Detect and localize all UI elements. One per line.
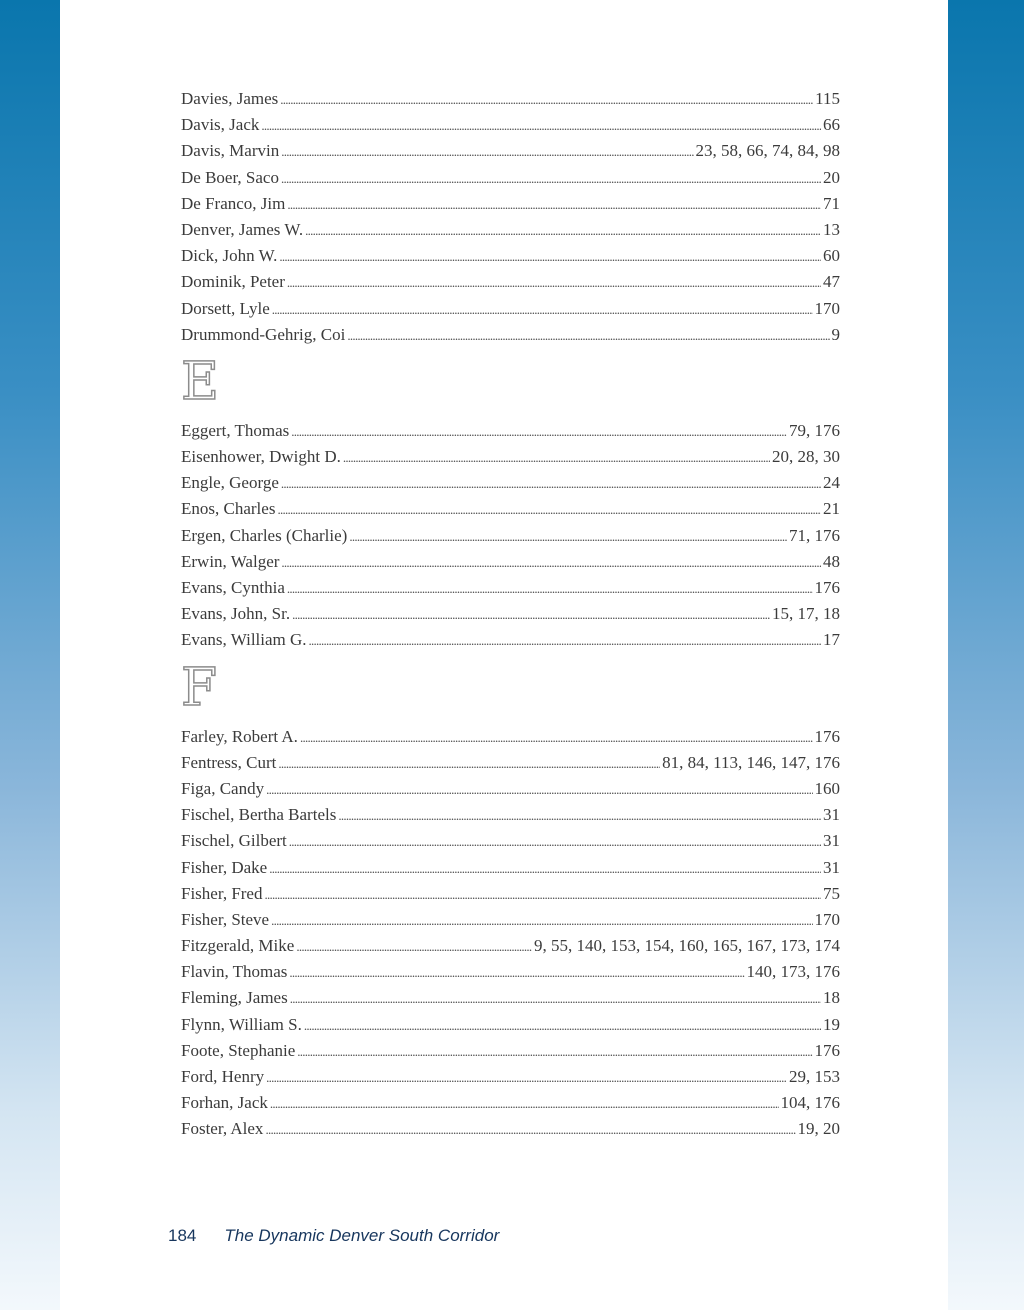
index-entry [181,523,840,549]
entry-pages: 48 [823,551,840,571]
dot-leader [281,166,821,192]
dot-leader [289,960,744,986]
index-entry [181,802,840,828]
dot-leader [347,323,829,349]
entry-name: Fisher, Steve [181,909,270,929]
entry-name: Fitzgerald, Mike [181,936,295,956]
index-entry [181,959,840,985]
entry-pages: 75 [823,883,840,903]
entry-name: Ergen, Charles (Charlie) [181,525,348,545]
entry-name: Fentress, Curt [181,752,277,772]
entry-pages: 20, 28, 30 [772,447,840,467]
dot-leader [281,139,693,165]
dot-leader [309,628,821,654]
entry-name: Farley, Robert A. [181,726,298,746]
entry-pages: 18 [823,988,840,1008]
section-letter-text: F [181,657,218,718]
entry-pages: 19, 20 [797,1119,840,1139]
index-entry [181,112,840,138]
section-letter-text: E [181,351,219,412]
page-footer [168,1226,499,1246]
name-index [181,86,840,1143]
entry-name: Evans, John, Sr. [181,604,291,624]
entry-pages: 47 [823,272,840,292]
entry-name: Flynn, William S. [181,1014,302,1034]
entry-pages: 20 [823,167,840,187]
dot-leader [290,986,821,1012]
dot-leader [278,751,660,777]
dot-leader [271,908,812,934]
dot-leader [338,803,821,829]
entry-name: Evans, Cynthia [181,578,285,597]
entry-pages: 24 [823,473,840,493]
entry-pages: 71, 176 [789,525,840,545]
entry-pages: 13 [823,219,840,239]
dot-leader [280,87,813,113]
entry-name: Fischel, Bertha Bartels [181,805,337,825]
index-entry [181,1064,840,1090]
dot-leader [264,882,821,908]
dot-leader [292,602,770,628]
index-entry [181,296,840,322]
entry-pages: 9, 55, 140, 153, 154, 160, 165, 167, 173, 174 [534,936,840,956]
index-entry [181,269,840,295]
index-entry [181,496,840,522]
index-entry [181,1116,840,1142]
entry-pages: 60 [823,246,840,266]
entry-pages: 71 [823,193,840,213]
entry-pages: 31 [823,805,840,825]
entry-pages: 31 [823,857,840,877]
entry-pages: 29, 153 [789,1067,840,1086]
index-entry [181,191,840,217]
index-entry [181,828,840,854]
entry-name: Erwin, Walger [181,551,280,571]
entry-pages: 170 [814,298,840,318]
dot-leader [279,244,821,270]
dot-leader [270,1091,779,1117]
index-entry [181,776,840,802]
entry-pages: 176 [814,726,840,746]
dot-leader [305,218,821,244]
entry-pages: 31 [823,831,840,851]
dot-leader [266,1065,787,1091]
index-entry [181,322,840,348]
index-entry [181,418,840,444]
index-entry [181,724,840,750]
entry-name: Flavin, Thomas [181,962,288,982]
entry-pages: 79, 176 [789,420,840,440]
entry-name: Fleming, James [181,988,288,1008]
entry-name: Davis, Jack [181,115,260,135]
dot-leader [287,192,821,218]
entry-name: Enos, Charles [181,499,276,519]
dot-leader [349,524,787,550]
entry-pages: 17 [823,630,840,650]
dot-leader [289,829,821,855]
dot-leader [304,1013,821,1039]
entry-name: Engle, George [181,473,279,493]
entry-name: De Boer, Saco [181,167,279,187]
index-entry [181,627,840,653]
entry-name: Forhan, Jack [181,1093,268,1113]
index-entry [181,933,840,959]
dot-leader [265,1117,795,1143]
dot-leader [269,856,821,882]
dot-leader [261,113,821,139]
entry-name: Denver, James W. [181,219,304,239]
index-entry [181,601,840,627]
index-entry [181,985,840,1011]
entry-pages: 81, 84, 113, 146, 147, 176 [662,752,840,772]
entry-name: De Franco, Jim [181,193,286,213]
index-entry [181,1090,840,1116]
dot-leader [281,550,821,576]
section-letter [181,654,840,724]
dot-leader [300,725,813,751]
entry-pages: 19 [823,1014,840,1034]
index-entry [181,138,840,164]
dot-leader [343,445,770,471]
entry-pages: 115 [815,89,840,108]
dot-leader [287,270,821,296]
index-entry [181,750,840,776]
index-entry [181,855,840,881]
entry-pages: 66 [823,115,840,135]
index-entry [181,470,840,496]
entry-name: Foote, Stephanie [181,1040,296,1060]
book-title: The Dynamic Denver South Corridor [224,1226,500,1245]
index-entry [181,881,840,907]
entry-pages: 140, 173, 176 [746,962,840,982]
entry-name: Evans, William G. [181,630,307,650]
entry-name: Davis, Marvin [181,141,280,161]
index-entry [181,907,840,933]
entry-pages: 104, 176 [780,1093,840,1113]
dot-leader [291,419,787,445]
entry-pages: 176 [814,578,840,597]
entry-name: Fischel, Gilbert [181,831,287,851]
index-entry [181,549,840,575]
dot-leader [266,777,812,803]
entry-pages: 176 [814,1040,840,1060]
index-entry [181,1012,840,1038]
entry-name: Dick, John W. [181,246,278,266]
entry-name: Dominik, Peter [181,272,285,292]
dot-leader [296,934,532,960]
dot-leader [272,297,813,323]
entry-pages: 15, 17, 18 [772,604,840,624]
entry-pages: 170 [814,909,840,929]
entry-name: Fisher, Dake [181,857,268,877]
entry-name: Davies, James [181,89,279,108]
entry-name: Eggert, Thomas [181,420,290,440]
dot-leader [287,576,813,602]
page-number: 184 [168,1226,197,1245]
index-entry [181,444,840,470]
index-entry [181,243,840,269]
index-entry [181,165,840,191]
entry-name: Eisenhower, Dwight D. [181,447,341,467]
entry-name: Foster, Alex [181,1119,264,1139]
entry-pages: 23, 58, 66, 74, 84, 98 [695,141,840,161]
index-entry [181,575,840,601]
dot-leader [277,497,821,523]
section-letter [181,348,840,418]
index-entry [181,217,840,243]
entry-pages: 9 [831,324,840,344]
page [60,0,948,1310]
entry-pages: 21 [823,499,840,519]
entry-name: Ford, Henry [181,1067,265,1086]
entry-name: Drummond-Gehrig, Coi [181,324,346,344]
entry-name: Dorsett, Lyle [181,298,270,318]
entry-pages: 160 [814,778,840,798]
index-entry [181,1038,840,1064]
dot-leader [297,1039,812,1065]
dot-leader [281,471,821,497]
entry-name: Fisher, Fred [181,883,263,903]
entry-name: Figa, Candy [181,778,265,798]
index-entry [181,86,840,112]
